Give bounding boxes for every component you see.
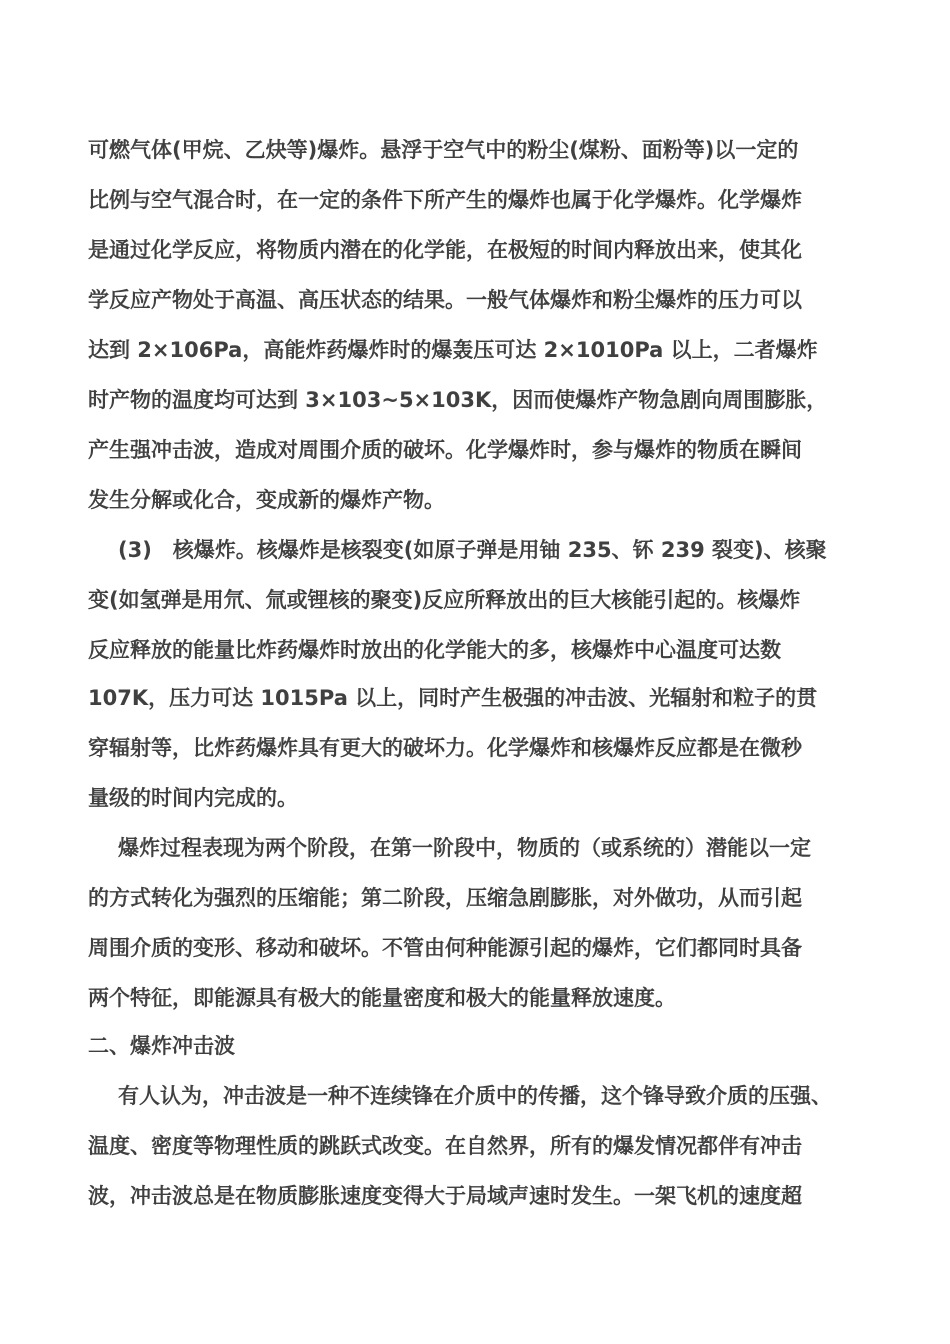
text-line: 变(如氢弹是用氘、氚或锂核的聚变)反应所释放出的巨大核能引起的。核爆炸 [88,588,801,612]
text-line: 学反应产物处于高温、高压状态的结果。一般气体爆炸和粉尘爆炸的压力可以 [88,288,802,312]
text-line: 的方式转化为强烈的压缩能；第二阶段，压缩急剧膨胀，对外做功，从而引起 [88,886,802,910]
text-line: 波，冲击波总是在物质膨胀速度变得大于局域声速时发生。一架飞机的速度超 [88,1184,802,1208]
text-line: 比例与空气混合时，在一定的条件下所产生的爆炸也属于化学爆炸。化学爆炸 [88,188,802,212]
text-line: 温度、密度等物理性质的跳跃式改变。在自然界，所有的爆发情况都伴有冲击 [88,1134,802,1158]
section-heading: 二、爆炸冲击波 [88,1034,235,1058]
text-line: 反应释放的能量比炸药爆炸时放出的化学能大的多，核爆炸中心温度可达数 [88,638,781,662]
text-line: 可燃气体(甲烷、乙炔等)爆炸。悬浮于空气中的粉尘(煤粉、面粉等)以一定的 [88,138,799,162]
text-line: 达到 2×106Pa，高能炸药爆炸时的爆轰压可达 2×1010Pa 以上，二者爆炸 [88,338,818,362]
text-line: 107K，压力可达 1015Pa 以上，同时产生极强的冲击波、光辐射和粒子的贯 [88,686,818,710]
text-line: 发生分解或化合，变成新的爆炸产物。 [88,488,445,512]
text-line: 是通过化学反应，将物质内潜在的化学能，在极短的时间内释放出来，使其化 [88,238,802,262]
text-line: 两个特征，即能源具有极大的能量密度和极大的能量释放速度。 [88,986,676,1010]
text-line: 时产物的温度均可达到 3×103~5×103K，因而使爆炸产物急剧向周围膨胀， [88,388,828,412]
text-line: 有人认为，冲击波是一种不连续锋在介质中的传播，这个锋导致介质的压强、 [118,1084,832,1108]
text-line: 量级的时间内完成的。 [88,786,298,810]
text-line: 产生强冲击波，造成对周围介质的破坏。化学爆炸时，参与爆炸的物质在瞬间 [88,438,802,462]
text-line: 爆炸过程表现为两个阶段，在第一阶段中，物质的（或系统的）潜能以一定 [118,836,811,860]
text-line: 穿辐射等，比炸药爆炸具有更大的破坏力。化学爆炸和核爆炸反应都是在微秒 [88,736,802,760]
text-line: (3) 核爆炸。核爆炸是核裂变(如原子弹是用铀 235、钚 239 裂变)、核聚 [118,538,827,562]
text-line: 周围介质的变形、移动和破坏。不管由何种能源引起的爆炸，它们都同时具备 [88,936,802,960]
